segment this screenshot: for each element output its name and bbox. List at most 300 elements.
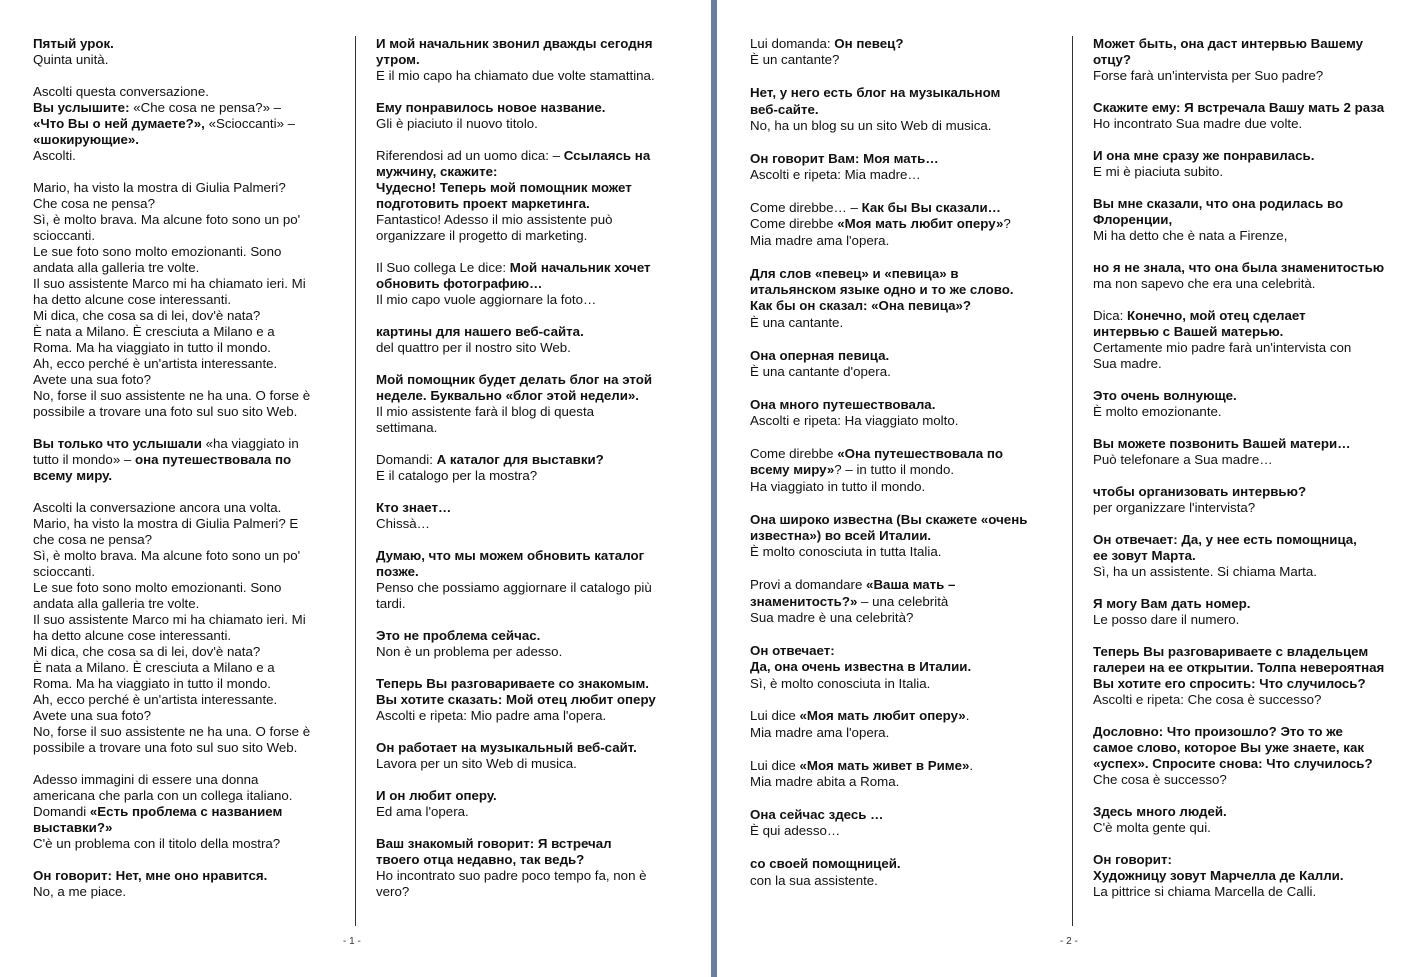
bold-text-run: неделе. Буквально «блог этой недели».	[376, 388, 639, 403]
text-line	[1093, 52, 1413, 68]
text-run: Sì, è molto brava. Ma alcune foto sono un po'	[33, 548, 301, 563]
text-run: C'è un problema con il titolo della mostra?	[33, 836, 281, 851]
bold-text-run: Здесь много людей.	[1093, 804, 1227, 819]
text-line	[33, 708, 338, 724]
text-line	[376, 564, 696, 580]
bold-text-run: Флоренции,	[1093, 212, 1173, 227]
paragraph	[1093, 388, 1413, 420]
text-run: Lui dice	[750, 708, 796, 724]
text-run: Mia madre abita a Roma.	[750, 774, 900, 790]
document-page-2	[717, 0, 1423, 977]
text-run: Il suo assistente Marco mi ha chiamato ieri. Mi	[33, 612, 306, 627]
text-run: E mi è piaciuta subito.	[1093, 164, 1224, 179]
text-line	[376, 52, 696, 68]
paragraph	[376, 36, 696, 84]
page-2-left-column	[750, 36, 1055, 889]
text-run: ? – in tutto il mondo.	[834, 462, 955, 478]
text-line	[376, 148, 696, 164]
text-line	[33, 52, 338, 68]
text-run: settimana.	[376, 420, 438, 435]
paragraph	[750, 577, 1055, 626]
text-line	[750, 282, 1055, 298]
bold-text-run: обновить фотографию…	[376, 276, 543, 291]
text-line	[1093, 644, 1413, 660]
text-line	[33, 644, 338, 660]
text-run: Le sue foto sono molto emozionanti. Sono	[33, 580, 282, 595]
text-line	[750, 676, 1055, 692]
text-line	[376, 708, 696, 724]
text-run: Mi dica, che cosa sa di lei, dov'è nata?	[33, 644, 261, 659]
text-line	[376, 676, 696, 692]
bold-text-run: «успех». Спросите снова: Что случилось?	[1093, 756, 1373, 771]
text-run: Lui dice	[750, 757, 796, 773]
bold-text-run: Вы можете позвонить Вашей матери…	[1093, 436, 1351, 451]
text-run: Come direbbe	[750, 216, 834, 232]
bold-text-run: Она сейчас здесь …	[750, 806, 884, 822]
text-line	[1093, 564, 1413, 580]
bold-text-run: но я не знала, что она была знаменитостью	[1093, 260, 1385, 275]
text-run: Forse farà un'intervista per Suo padre?	[1093, 68, 1324, 83]
text-run: Il mio capo vuole aggiornare la foto…	[376, 292, 597, 307]
bold-text-run: Ссылаясь на	[560, 148, 651, 163]
bold-text-run: Вы хотите сказать: Мой отец любит оперу	[376, 692, 656, 707]
text-line	[376, 228, 696, 244]
bold-text-run: Это очень волнующе.	[1093, 388, 1237, 403]
text-line	[1093, 756, 1413, 772]
text-run: È un cantante?	[750, 52, 840, 68]
page-1-right-column	[376, 36, 696, 916]
bold-text-run: Она много путешествовала.	[750, 396, 936, 412]
text-line	[376, 180, 696, 196]
text-line	[750, 643, 1055, 659]
bold-text-run: Дословно: Что произошло? Это то же	[1093, 724, 1343, 739]
text-run: È nata a Milano. È cresciuta a Milano e a	[33, 324, 275, 339]
bold-text-run: «Моя мать живет в Риме»	[795, 757, 970, 773]
text-line	[33, 372, 338, 388]
paragraph	[1093, 852, 1413, 900]
paragraph	[376, 628, 696, 660]
text-run: Sua madre.	[1093, 356, 1162, 371]
bold-text-run: Она широко известна (Вы скажете «очень	[750, 511, 1028, 527]
text-run: con la sua assistente.	[750, 872, 878, 888]
text-line	[1093, 356, 1413, 372]
paragraph	[376, 100, 696, 132]
text-line	[750, 462, 1055, 478]
paragraph	[376, 148, 696, 244]
text-line	[33, 228, 338, 244]
text-run: Penso che possiamo aggiornare il catalogo più	[376, 580, 652, 595]
text-run: Sì, è molto conosciuta in Italia.	[750, 675, 931, 691]
text-line	[1093, 740, 1413, 756]
text-line	[1093, 612, 1413, 628]
text-line	[1093, 340, 1413, 356]
text-run: Come direbbe	[750, 446, 834, 462]
text-line	[33, 116, 338, 132]
text-line	[750, 758, 1055, 774]
bold-text-run: Чудесно! Теперь мой помощник может	[376, 180, 632, 195]
text-run: Ha viaggiato in tutto il mondo.	[750, 478, 926, 494]
paragraph	[750, 643, 1055, 692]
text-line	[33, 452, 338, 468]
text-line	[376, 100, 696, 116]
paragraph	[750, 512, 1055, 561]
text-run: – una celebrità	[857, 593, 949, 609]
text-line	[376, 852, 696, 868]
text-line	[376, 420, 696, 436]
text-run: Mario, ha visto la mostra di Giulia Palmeri?	[33, 180, 286, 195]
text-run: Sì, è molto brava. Ma alcune foto sono un po'	[33, 212, 301, 227]
text-line	[33, 548, 338, 564]
text-line	[1093, 100, 1413, 116]
text-line	[376, 340, 696, 356]
paragraph	[1093, 100, 1413, 132]
text-run: americana che parla con un collega italiano.	[33, 788, 293, 803]
text-line	[1093, 676, 1413, 692]
text-run: Che cosa ne pensa?	[33, 196, 155, 211]
text-line	[33, 292, 338, 308]
text-line	[376, 740, 696, 756]
paragraph	[376, 324, 696, 356]
bold-text-run: Мой помощник будет делать блог на этой	[376, 372, 653, 387]
text-run: Le sue foto sono molto emozionanti. Sono	[33, 244, 282, 259]
text-line	[750, 446, 1055, 462]
bold-text-run: Скажите ему:	[1093, 100, 1181, 115]
text-line	[33, 612, 338, 628]
text-line	[376, 628, 696, 644]
text-line	[376, 756, 696, 772]
text-run: Domandi:	[376, 452, 433, 467]
text-line	[1093, 692, 1413, 708]
paragraph	[1093, 148, 1413, 180]
text-run: Può telefonare a Sua madre…	[1093, 452, 1273, 467]
text-run: È molto emozionante.	[1093, 404, 1222, 419]
bold-text-run: Может быть, она даст интервью Вашему	[1093, 36, 1364, 51]
text-line	[750, 708, 1055, 724]
text-line	[1093, 164, 1413, 180]
bold-text-run: она путешествовала по	[131, 452, 292, 467]
bold-text-run: галереи на ее открытии. Толпа невероятная	[1093, 660, 1385, 675]
text-run: Roma. Ma ha viaggiato in tutto il mondo.	[33, 340, 271, 355]
bold-text-run: итальянском языке одно и то же слово.	[750, 282, 1014, 298]
text-run: È una cantante.	[750, 314, 844, 330]
paragraph	[376, 740, 696, 772]
paragraph	[1093, 804, 1413, 836]
text-run: ?	[1003, 216, 1011, 232]
text-line	[376, 164, 696, 180]
text-line	[33, 692, 338, 708]
text-line	[1093, 276, 1413, 292]
bold-text-run: А каталог для выставки?	[432, 452, 604, 467]
paragraph	[33, 500, 338, 756]
page-number: - 1 -	[343, 936, 361, 947]
text-line	[1093, 308, 1413, 324]
text-line	[750, 725, 1055, 741]
text-line	[33, 836, 338, 852]
text-run: Certamente mio padre farà un'intervista con	[1093, 340, 1352, 355]
text-line	[376, 292, 696, 308]
text-line	[750, 413, 1055, 429]
text-line	[750, 216, 1055, 232]
text-line	[33, 100, 338, 116]
text-line	[750, 348, 1055, 364]
text-line	[1093, 884, 1413, 900]
bold-text-run: Художницу зовут Марчелла де Калли.	[1093, 868, 1344, 883]
text-run: No, forse il suo assistente ne ha una. O forse è	[33, 388, 311, 403]
text-run: Che cosa è successo?	[1093, 772, 1227, 787]
bold-text-run: Как бы Вы сказали…	[857, 200, 1001, 216]
text-line	[750, 528, 1055, 544]
paragraph	[1093, 484, 1413, 516]
text-line	[376, 580, 696, 596]
text-run: Il suo assistente Marco mi ha chiamato ieri. Mi	[33, 276, 306, 291]
text-line	[376, 548, 696, 564]
text-line	[33, 340, 338, 356]
paragraph	[33, 772, 338, 852]
paragraph	[750, 397, 1055, 430]
text-run: Ho incontrato Sua madre due volte.	[1093, 116, 1303, 131]
page-1-left-column	[33, 36, 338, 916]
text-line	[1093, 148, 1413, 164]
paragraph	[1093, 260, 1413, 292]
text-run: del quattro per il nostro sito Web.	[376, 340, 571, 355]
text-line	[1093, 660, 1413, 676]
paragraph	[750, 36, 1055, 69]
paragraph	[1093, 532, 1413, 580]
page-1-column-divider	[355, 36, 356, 926]
bold-text-run: Теперь Вы разговариваете с владельцем	[1093, 644, 1369, 659]
text-run: E il catalogo per la mostra?	[376, 468, 538, 483]
text-line	[750, 52, 1055, 68]
text-line	[33, 740, 338, 756]
text-line	[1093, 228, 1413, 244]
paragraph	[750, 151, 1055, 184]
text-run: Il mio assistente farà il blog di questa	[376, 404, 595, 419]
text-line	[376, 804, 696, 820]
bold-text-run: «Моя мать любит оперу»	[833, 216, 1004, 232]
text-run: È molto conosciuta in tutta Italia.	[750, 544, 942, 560]
paragraph	[1093, 644, 1413, 708]
text-run: Ascolti.	[33, 148, 76, 163]
text-line	[33, 596, 338, 612]
text-line	[750, 151, 1055, 167]
text-line	[376, 452, 696, 468]
text-line	[750, 577, 1055, 593]
text-line	[750, 873, 1055, 889]
text-line	[376, 388, 696, 404]
text-line	[376, 36, 696, 52]
text-line	[1093, 596, 1413, 612]
text-run: «Che cosa ne pensa?» –	[129, 100, 282, 115]
text-line	[33, 628, 338, 644]
paragraph	[33, 84, 338, 164]
paragraph	[1093, 196, 1413, 244]
paragraph	[750, 446, 1055, 495]
text-run: ha detto alcune cose interessanti.	[33, 628, 232, 643]
text-line	[376, 68, 696, 84]
bold-text-run: Он говорит:	[1093, 852, 1172, 867]
text-line	[376, 196, 696, 212]
text-run: Ascolti e ripeta: Mia madre…	[750, 167, 921, 183]
text-line	[33, 724, 338, 740]
text-line	[376, 116, 696, 132]
text-line	[33, 148, 338, 164]
text-run: scioccanti.	[33, 228, 96, 243]
text-line	[33, 660, 338, 676]
text-line	[33, 388, 338, 404]
text-line	[33, 244, 338, 260]
text-line	[376, 884, 696, 900]
text-line	[376, 836, 696, 852]
bold-text-run: мужчину, скажите:	[376, 164, 498, 179]
paragraph	[376, 500, 696, 532]
paragraph	[33, 868, 338, 900]
text-line	[750, 200, 1055, 216]
bold-text-run: Он певец?	[830, 36, 904, 51]
bold-text-run: Вы хотите его спросить: Что случилось?	[1093, 676, 1366, 691]
text-line	[750, 118, 1055, 134]
paragraph	[1093, 36, 1413, 84]
text-line	[33, 132, 338, 148]
bold-text-run: Он говорит: Нет, мне оно нравится.	[33, 868, 268, 883]
text-line	[33, 260, 338, 276]
text-line	[1093, 212, 1413, 228]
text-run: Mario, ha visto la mostra di Giulia Palmeri? E	[33, 516, 299, 531]
paragraph	[376, 452, 696, 484]
bold-text-run: Нет, у него есть блог на музыкальном	[750, 85, 1001, 101]
text-run: ha detto alcune cose interessanti.	[33, 292, 232, 307]
text-line	[1093, 68, 1413, 84]
text-run: Il Suo collega Le dice:	[376, 260, 507, 275]
bold-text-run: Конечно, мой отец сделает	[1123, 308, 1306, 323]
text-run: «ha viaggiato in	[201, 436, 299, 451]
bold-text-run: со своей помощницей.	[750, 856, 901, 872]
text-line	[33, 820, 338, 836]
bold-text-run: всему миру.	[33, 468, 113, 483]
text-run: organizzare il progetto di marketing.	[376, 228, 588, 243]
text-line	[33, 884, 338, 900]
text-line	[1093, 532, 1413, 548]
text-line	[1093, 436, 1413, 452]
text-line	[33, 772, 338, 788]
text-run: ma non sapevo che era una celebrità.	[1093, 276, 1316, 291]
text-line	[33, 564, 338, 580]
paragraph	[750, 200, 1055, 249]
text-line	[376, 692, 696, 708]
text-run: Chissà…	[376, 516, 430, 531]
text-run: .	[969, 757, 974, 773]
text-line	[376, 596, 696, 612]
bold-text-run: Он отвечает:	[750, 642, 835, 658]
text-line	[1093, 548, 1413, 564]
bold-text-run: утром.	[376, 52, 420, 67]
text-run: Ascolti e ripeta: Mio padre ama l'opera.	[376, 708, 607, 723]
text-run: La pittrice si chiama Marcella de Calli.	[1093, 884, 1317, 899]
bold-text-run: Думаю, что мы можем обновить каталог	[376, 548, 645, 563]
text-line	[33, 580, 338, 596]
text-line	[376, 212, 696, 228]
text-run: possibile a trovare una foto sul suo sito Web.	[33, 740, 298, 755]
bold-text-run: Мой начальник хочет	[506, 260, 651, 275]
text-run: Ah, ecco perché è un'artista interessante.	[33, 692, 278, 707]
text-run: C'è molta gente qui.	[1093, 820, 1211, 835]
text-run: che cosa ne pensa?	[33, 532, 153, 547]
text-line	[750, 315, 1055, 331]
text-line	[1093, 772, 1413, 788]
paragraph	[33, 36, 338, 68]
text-run: Ascolti questa conversazione.	[33, 84, 209, 99]
text-line	[33, 404, 338, 420]
text-run: Lui domanda:	[750, 36, 831, 51]
text-line	[1093, 404, 1413, 420]
bold-text-run: твоего отца недавно, так ведь?	[376, 852, 585, 867]
text-line	[1093, 452, 1413, 468]
bold-text-run: Ваш знакомый говорит: Я встречал	[376, 836, 612, 851]
paragraph	[750, 266, 1055, 332]
text-line	[750, 364, 1055, 380]
paragraph	[33, 436, 338, 484]
paragraph	[376, 788, 696, 820]
text-line	[1093, 852, 1413, 868]
text-line	[33, 868, 338, 884]
bold-text-run: Да, она очень известна в Италии.	[750, 659, 972, 675]
bold-text-run: чтобы организовать интервью?	[1093, 484, 1307, 499]
text-line	[376, 276, 696, 292]
paragraph	[376, 548, 696, 612]
text-line	[750, 512, 1055, 528]
text-line	[33, 308, 338, 324]
text-run: Mia madre ama l'opera.	[750, 724, 890, 740]
text-run: scioccanti.	[33, 564, 96, 579]
text-run: È qui adesso…	[750, 823, 841, 839]
text-run: tardi.	[376, 596, 406, 611]
text-line	[33, 212, 338, 228]
bold-text-run: Он говорит Вам: Моя мать…	[750, 150, 939, 166]
bold-text-run: И мой начальник звонил дважды сегодня	[376, 36, 653, 51]
text-run: Lavora per un sito Web di musica.	[376, 756, 577, 771]
text-line	[1093, 116, 1413, 132]
text-line	[750, 85, 1055, 101]
bold-text-run: отцу?	[1093, 52, 1131, 67]
text-line	[1093, 724, 1413, 740]
text-line	[33, 532, 338, 548]
page-number: - 2 -	[1060, 936, 1078, 947]
text-line	[376, 404, 696, 420]
text-run: È nata a Milano. È cresciuta a Milano e a	[33, 660, 275, 675]
text-run: Avete una sua foto?	[33, 708, 152, 723]
bold-text-run: знаменитость?»	[750, 593, 858, 609]
bold-text-run: известна») во всей Италии.	[750, 528, 932, 544]
text-line	[750, 610, 1055, 626]
paragraph	[750, 758, 1055, 791]
text-line	[376, 516, 696, 532]
text-line	[1093, 804, 1413, 820]
text-run: E il mio capo ha chiamato due volte stamattina.	[376, 68, 655, 83]
bold-text-run: Она оперная певица.	[750, 347, 890, 363]
text-line	[33, 468, 338, 484]
bold-text-run: Кто знает…	[376, 500, 452, 515]
text-run: tutto il mondo» –	[33, 452, 132, 467]
text-line	[376, 324, 696, 340]
text-run: per organizzare l'intervista?	[1093, 500, 1256, 515]
text-line	[1093, 260, 1413, 276]
text-line	[750, 659, 1055, 675]
text-run: Fantastico! Adesso il mio assistente può	[376, 212, 613, 227]
page-2-right-column	[1093, 36, 1413, 916]
text-run: Sì, ha un assistente. Si chiama Marta.	[1093, 564, 1317, 579]
text-run: Ascolti e ripeta: Ha viaggiato molto.	[750, 413, 959, 429]
paragraph	[750, 807, 1055, 840]
text-line	[33, 516, 338, 532]
